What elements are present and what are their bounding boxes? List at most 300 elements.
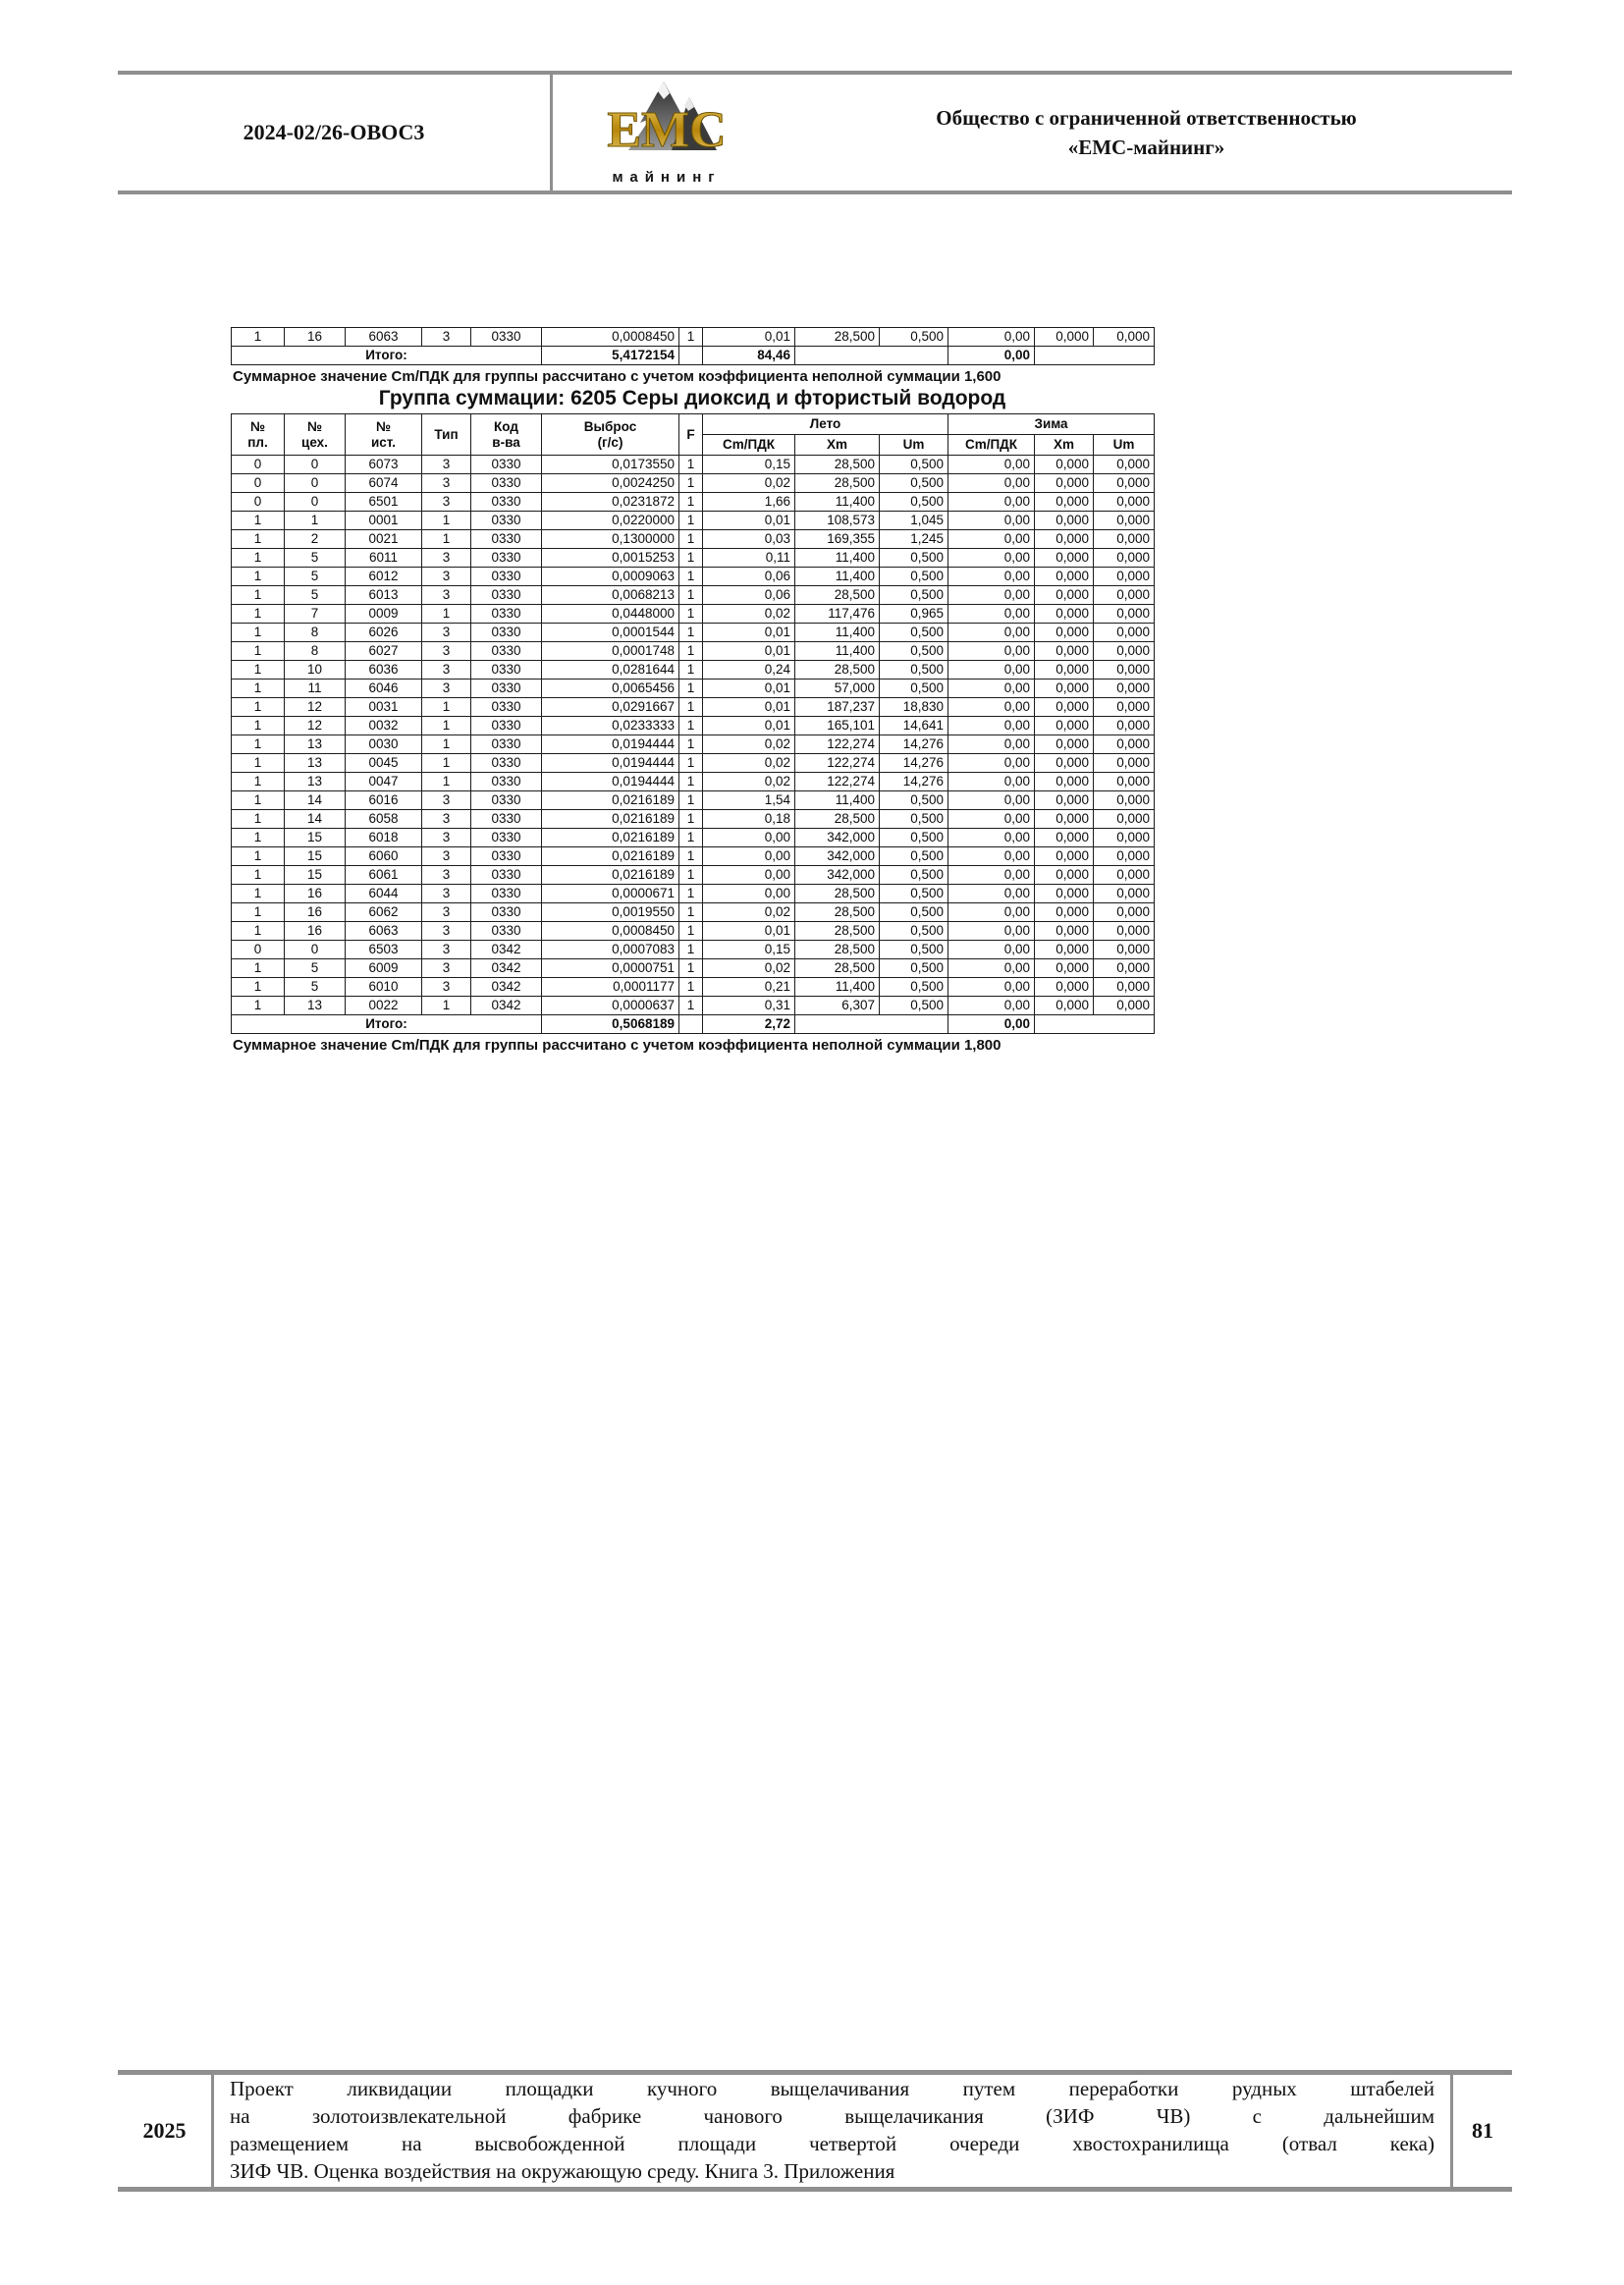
table-cell: 0,500 [880, 829, 948, 847]
table-cell: 1 [232, 885, 285, 903]
table-cell: 1 [232, 661, 285, 680]
table-cell: 0,01 [703, 642, 795, 661]
table-cell: 1 [679, 624, 703, 642]
table-cell: 0330 [471, 456, 542, 474]
table-cell: 0,000 [1094, 493, 1155, 512]
table-cell: 1 [232, 791, 285, 810]
table-cell: 0,000 [1094, 791, 1155, 810]
table-cell: 6062 [346, 903, 422, 922]
table-cell: 0,0015253 [542, 549, 679, 568]
table-cell: 0,000 [1035, 624, 1094, 642]
table-cell: 1 [232, 624, 285, 642]
table-cell: 6009 [346, 959, 422, 978]
table-cell: 0,00 [948, 754, 1035, 773]
table-row [232, 624, 1155, 642]
col-header-summer-xm: Xm [795, 435, 880, 456]
table-cell: 0,00 [948, 456, 1035, 474]
table-cell: 6012 [346, 568, 422, 586]
table-cell: 0,000 [1094, 735, 1155, 754]
summation-group-table [231, 413, 1155, 1034]
table-cell: 3 [422, 549, 471, 568]
table-cell: 0,02 [703, 773, 795, 791]
table-cell: 0,00 [948, 586, 1035, 605]
table-cell: 14,276 [880, 735, 948, 754]
table-cell: 1 [232, 959, 285, 978]
table-cell: 0 [232, 474, 285, 493]
table-cell: 0,00 [948, 624, 1035, 642]
table-cell: 0,000 [1094, 642, 1155, 661]
table-cell: 0,000 [1035, 773, 1094, 791]
table-cell: 1 [679, 885, 703, 903]
col-header-summer-cm: Cm/ПДК [703, 435, 795, 456]
empty-cell [679, 347, 703, 365]
table-cell: 0,000 [1035, 328, 1094, 347]
table-cell: 0,500 [880, 661, 948, 680]
table-cell: 6026 [346, 624, 422, 642]
table-cell: 14 [285, 791, 346, 810]
table-cell: 1 [679, 922, 703, 941]
total-emission: 0,5068189 [542, 1015, 679, 1034]
table-cell: 0,000 [1094, 829, 1155, 847]
table-cell: 1,045 [880, 512, 948, 530]
table-cell: 0 [232, 493, 285, 512]
table-cell: 0,000 [1094, 530, 1155, 549]
table-cell: 6027 [346, 642, 422, 661]
logo-block [573, 80, 760, 186]
table-cell: 0,500 [880, 624, 948, 642]
table-cell: 0,500 [880, 922, 948, 941]
table-cell: 0,000 [1094, 549, 1155, 568]
table-cell: 0,500 [880, 941, 948, 959]
table-cell: 0,000 [1035, 978, 1094, 997]
table-cell: 0,0281644 [542, 661, 679, 680]
table-cell: 0,000 [1094, 959, 1155, 978]
table-cell: 0 [232, 941, 285, 959]
table-cell: 0342 [471, 959, 542, 978]
table-cell: 0,0216189 [542, 847, 679, 866]
empty-cell [1035, 347, 1155, 365]
table-cell: 0,00 [948, 997, 1035, 1015]
table-cell: 1 [679, 586, 703, 605]
table-cell: 0,000 [1094, 512, 1155, 530]
table-cell: 0,0008450 [542, 922, 679, 941]
table-cell: 1 [679, 735, 703, 754]
table-cell: 5 [285, 549, 346, 568]
table-cell: 0,000 [1094, 474, 1155, 493]
table-cell: 0,01 [703, 698, 795, 717]
footer-year: 2025 [118, 2075, 214, 2187]
table-row [232, 791, 1155, 810]
col-header-f: F [679, 414, 703, 456]
table-row [232, 493, 1155, 512]
table-cell: 1 [679, 698, 703, 717]
table-cell: 0330 [471, 847, 542, 866]
table-row [232, 530, 1155, 549]
table-cell: 0330 [471, 549, 542, 568]
table-cell: 0,000 [1094, 866, 1155, 885]
table-cell: 1 [679, 661, 703, 680]
table-cell: 0,00 [948, 605, 1035, 624]
table-cell: 28,500 [795, 810, 880, 829]
table-cell: 0,000 [1094, 978, 1155, 997]
table-row [232, 866, 1155, 885]
page-header [118, 71, 1512, 194]
table-cell: 0,0233333 [542, 717, 679, 735]
table-cell: 1 [422, 773, 471, 791]
table-cell: 0,000 [1035, 866, 1094, 885]
table-cell: 0045 [346, 754, 422, 773]
table-cell: 12 [285, 698, 346, 717]
table-cell: 1 [232, 717, 285, 735]
table-cell: 0,000 [1035, 735, 1094, 754]
table-cell: 1 [232, 512, 285, 530]
table-cell: 1 [679, 642, 703, 661]
page-footer [118, 2070, 1512, 2192]
table-cell: 13 [285, 997, 346, 1015]
table-cell: 0330 [471, 903, 542, 922]
table-cell: 3 [422, 642, 471, 661]
table-cell: 0,500 [880, 866, 948, 885]
table-cell: 0,0216189 [542, 866, 679, 885]
table-cell: 1 [679, 903, 703, 922]
table-cell: 14,641 [880, 717, 948, 735]
table-cell: 0,00 [948, 941, 1035, 959]
previous-table-body [232, 328, 1155, 347]
table-cell: 1 [422, 997, 471, 1015]
table-cell: 1,245 [880, 530, 948, 549]
table-cell: 0,000 [1094, 773, 1155, 791]
table-cell: 6503 [346, 941, 422, 959]
table-row [232, 642, 1155, 661]
table-cell: 0,000 [1035, 717, 1094, 735]
table-cell: 0,000 [1035, 754, 1094, 773]
table-cell: 0,0001544 [542, 624, 679, 642]
table-cell: 1 [679, 810, 703, 829]
table-cell: 0,24 [703, 661, 795, 680]
table-cell: 0,01 [703, 922, 795, 941]
table-cell: 1 [679, 791, 703, 810]
table-cell: 0,02 [703, 959, 795, 978]
table-cell: 0,000 [1035, 903, 1094, 922]
col-header-winter-xm: Xm [1035, 435, 1094, 456]
table-cell: 6058 [346, 810, 422, 829]
table-cell: 0330 [471, 754, 542, 773]
table-cell: 12 [285, 717, 346, 735]
table-cell: 15 [285, 866, 346, 885]
table-cell: 108,573 [795, 512, 880, 530]
table-cell: 3 [422, 791, 471, 810]
table-cell: 0,000 [1094, 586, 1155, 605]
table-cell: 0,00 [948, 661, 1035, 680]
table-cell: 0,000 [1035, 568, 1094, 586]
table-cell: 0,00 [948, 698, 1035, 717]
table-cell: 3 [422, 680, 471, 698]
table-cell: 0,000 [1035, 885, 1094, 903]
main-table-body [232, 456, 1155, 1015]
table-cell: 0,01 [703, 680, 795, 698]
empty-cell [795, 347, 948, 365]
table-row [232, 568, 1155, 586]
table-cell: 1 [232, 530, 285, 549]
table-cell: 0,000 [1035, 680, 1094, 698]
table-cell: 5 [285, 586, 346, 605]
table-cell: 0,000 [1094, 941, 1155, 959]
table-cell: 0,000 [1035, 941, 1094, 959]
table-cell: 1 [679, 829, 703, 847]
table-cell: 0330 [471, 773, 542, 791]
table-cell: 0,0194444 [542, 754, 679, 773]
table-cell: 0,00 [948, 791, 1035, 810]
table-cell: 0,0001748 [542, 642, 679, 661]
company-name-line2: «ЕМС-майнинг» [1067, 136, 1225, 159]
table-cell: 0,500 [880, 680, 948, 698]
table-cell: 0,00 [703, 829, 795, 847]
table-cell: 0,15 [703, 941, 795, 959]
table-cell: 0,00 [948, 773, 1035, 791]
table-cell: 6073 [346, 456, 422, 474]
table-cell: 0330 [471, 885, 542, 903]
table-cell: 0 [285, 941, 346, 959]
table-cell: 3 [422, 978, 471, 997]
main-table-total [232, 1015, 1155, 1034]
table-cell: 1 [232, 605, 285, 624]
col-header-vybros: Выброс (г/с) [542, 414, 679, 456]
table-cell: 1 [232, 903, 285, 922]
table-cell: 0,00 [948, 959, 1035, 978]
table-cell: 0,000 [1035, 959, 1094, 978]
table-cell: 1 [679, 773, 703, 791]
table-cell: 6061 [346, 866, 422, 885]
footer-description-line: на золотоизвлекательной фабрике чанового выщелачикания (ЗИФ ЧВ) с дальнейшим [230, 2104, 1435, 2129]
table-cell: 0330 [471, 698, 542, 717]
table-cell: 1 [679, 754, 703, 773]
table-cell: 16 [285, 903, 346, 922]
table-cell: 0,00 [948, 866, 1035, 885]
table-cell: 0,00 [948, 549, 1035, 568]
summation-note-1600: Суммарное значение Cm/ПДК для группы рассчитано с учетом коэффициента неполной суммации 1,600 [233, 368, 1001, 385]
table-cell: 6013 [346, 586, 422, 605]
table-cell: 0 [285, 493, 346, 512]
table-cell: 1 [232, 568, 285, 586]
table-header [232, 414, 1155, 456]
table-cell: 3 [422, 474, 471, 493]
table-cell: 0330 [471, 661, 542, 680]
footer-description-line: ЗИФ ЧВ. Оценка воздействия на окружающую среду. Книга 3. Приложения [230, 2158, 895, 2183]
table-cell: 342,000 [795, 847, 880, 866]
table-cell: 6018 [346, 829, 422, 847]
table-cell: 3 [422, 328, 471, 347]
table-cell: 57,000 [795, 680, 880, 698]
table-cell: 0,00 [948, 978, 1035, 997]
table-cell: 3 [422, 903, 471, 922]
table-cell: 10 [285, 661, 346, 680]
total-row [232, 1015, 1155, 1034]
col-header-winter-um: Um [1094, 435, 1155, 456]
table-row [232, 754, 1155, 773]
table-cell: 169,355 [795, 530, 880, 549]
table-cell: 0,00 [703, 885, 795, 903]
table-cell: 13 [285, 773, 346, 791]
table-cell: 0330 [471, 866, 542, 885]
table-cell: 0,0009063 [542, 568, 679, 586]
group-heading: Группа суммации: 6205 Серы диоксид и фтористый водород [378, 387, 1006, 409]
table-cell: 13 [285, 735, 346, 754]
table-cell: 6044 [346, 885, 422, 903]
table-cell: 1 [679, 512, 703, 530]
table-cell: 0,00 [948, 735, 1035, 754]
table-cell: 8 [285, 642, 346, 661]
table-cell: 0,000 [1094, 847, 1155, 866]
document-number: 2024-02/26-ОВОС3 [118, 75, 553, 190]
table-cell: 0001 [346, 512, 422, 530]
col-header-summer-um: Um [880, 435, 948, 456]
table-cell: 0,0448000 [542, 605, 679, 624]
table-cell: 1 [679, 474, 703, 493]
table-cell: 0,0001177 [542, 978, 679, 997]
table-row [232, 978, 1155, 997]
total-summer-cm: 84,46 [703, 347, 795, 365]
table-cell: 0,000 [1035, 810, 1094, 829]
table-cell: 0,500 [880, 903, 948, 922]
table-cell: 0,00 [703, 847, 795, 866]
table-cell: 0330 [471, 810, 542, 829]
table-cell: 3 [422, 922, 471, 941]
table-cell: 0,03 [703, 530, 795, 549]
table-cell: 0,0000637 [542, 997, 679, 1015]
table-cell: 0330 [471, 493, 542, 512]
table-cell: 0,000 [1094, 810, 1155, 829]
table-cell: 0031 [346, 698, 422, 717]
table-cell: 0342 [471, 978, 542, 997]
col-group-summer: Лето [703, 414, 948, 435]
table-cell: 28,500 [795, 456, 880, 474]
table-cell: 0,0065456 [542, 680, 679, 698]
table-cell: 342,000 [795, 829, 880, 847]
table-cell: 0342 [471, 941, 542, 959]
table-cell: 1,66 [703, 493, 795, 512]
table-cell: 7 [285, 605, 346, 624]
table-cell: 0,00 [948, 568, 1035, 586]
table-cell: 0021 [346, 530, 422, 549]
table-cell: 0,0024250 [542, 474, 679, 493]
table-cell: 14,276 [880, 754, 948, 773]
table-cell: 0,02 [703, 754, 795, 773]
table-row [232, 885, 1155, 903]
table-cell: 0,0000751 [542, 959, 679, 978]
table-cell: 0,00 [948, 922, 1035, 941]
table-cell: 6,307 [795, 997, 880, 1015]
table-cell: 0,000 [1094, 997, 1155, 1015]
table-cell: 0,000 [1035, 586, 1094, 605]
table-cell: 1 [232, 328, 285, 347]
total-winter-cm: 0,00 [948, 347, 1035, 365]
table-cell: 1 [679, 959, 703, 978]
table-cell: 0,500 [880, 978, 948, 997]
table-cell: 1 [679, 328, 703, 347]
table-cell: 0 [232, 456, 285, 474]
table-row [232, 941, 1155, 959]
table-cell: 0,31 [703, 997, 795, 1015]
footer-description [214, 2075, 1453, 2187]
table-cell: 15 [285, 847, 346, 866]
table-cell: 1 [679, 530, 703, 549]
table-cell: 1 [232, 698, 285, 717]
table-cell: 1 [422, 512, 471, 530]
mountain-icon [573, 80, 760, 170]
table-cell: 15 [285, 829, 346, 847]
table-cell: 0,000 [1094, 885, 1155, 903]
table-cell: 0009 [346, 605, 422, 624]
col-header-tip: Тип [422, 414, 471, 456]
content-area [231, 327, 1154, 1056]
table-cell: 0,000 [1035, 493, 1094, 512]
table-cell: 0,00 [948, 328, 1035, 347]
table-cell: 0030 [346, 735, 422, 754]
table-cell: 1 [679, 493, 703, 512]
table-cell: 16 [285, 922, 346, 941]
table-cell: 3 [422, 661, 471, 680]
table-row [232, 698, 1155, 717]
table-cell: 0032 [346, 717, 422, 735]
table-cell: 0,0008450 [542, 328, 679, 347]
table-cell: 0,000 [1035, 642, 1094, 661]
table-cell: 1 [232, 922, 285, 941]
summation-note-1800: Суммарное значение Cm/ПДК для группы рассчитано с учетом коэффициента неполной суммации 1,800 [233, 1037, 1001, 1054]
table-cell: 6046 [346, 680, 422, 698]
table-cell: 0,0291667 [542, 698, 679, 717]
table-cell: 1 [422, 735, 471, 754]
table-cell: 0,01 [703, 512, 795, 530]
table-cell: 1 [232, 997, 285, 1015]
total-label: Итого: [232, 347, 542, 365]
table-cell: 0,000 [1094, 661, 1155, 680]
table-cell: 6010 [346, 978, 422, 997]
table-cell: 0,00 [948, 680, 1035, 698]
table-cell: 1 [232, 735, 285, 754]
table-cell: 16 [285, 885, 346, 903]
table-cell: 122,274 [795, 735, 880, 754]
table-cell: 342,000 [795, 866, 880, 885]
table-cell: 11,400 [795, 642, 880, 661]
table-cell: 5 [285, 959, 346, 978]
table-cell: 0,0068213 [542, 586, 679, 605]
table-cell: 6501 [346, 493, 422, 512]
company-name-line1: Общество с ограниченной ответственностью [936, 105, 1357, 130]
table-cell: 0,000 [1035, 605, 1094, 624]
previous-group-table [231, 327, 1155, 365]
table-cell: 28,500 [795, 922, 880, 941]
table-cell: 0,00 [948, 512, 1035, 530]
table-cell: 5 [285, 568, 346, 586]
total-winter-cm: 0,00 [948, 1015, 1035, 1034]
table-cell: 0,500 [880, 959, 948, 978]
col-group-winter: Зима [948, 414, 1155, 435]
col-header-winter-cm: Cm/ПДК [948, 435, 1035, 456]
table-cell: 11,400 [795, 624, 880, 642]
table-cell: 1 [232, 866, 285, 885]
table-cell: 0342 [471, 997, 542, 1015]
table-cell: 0330 [471, 568, 542, 586]
table-cell: 3 [422, 810, 471, 829]
table-cell: 11 [285, 680, 346, 698]
table-cell: 122,274 [795, 754, 880, 773]
table-cell: 1 [679, 568, 703, 586]
col-header-nist: № ист. [346, 414, 422, 456]
table-cell: 6063 [346, 328, 422, 347]
table-cell: 1 [679, 978, 703, 997]
table-cell: 28,500 [795, 328, 880, 347]
table-cell: 1 [679, 866, 703, 885]
